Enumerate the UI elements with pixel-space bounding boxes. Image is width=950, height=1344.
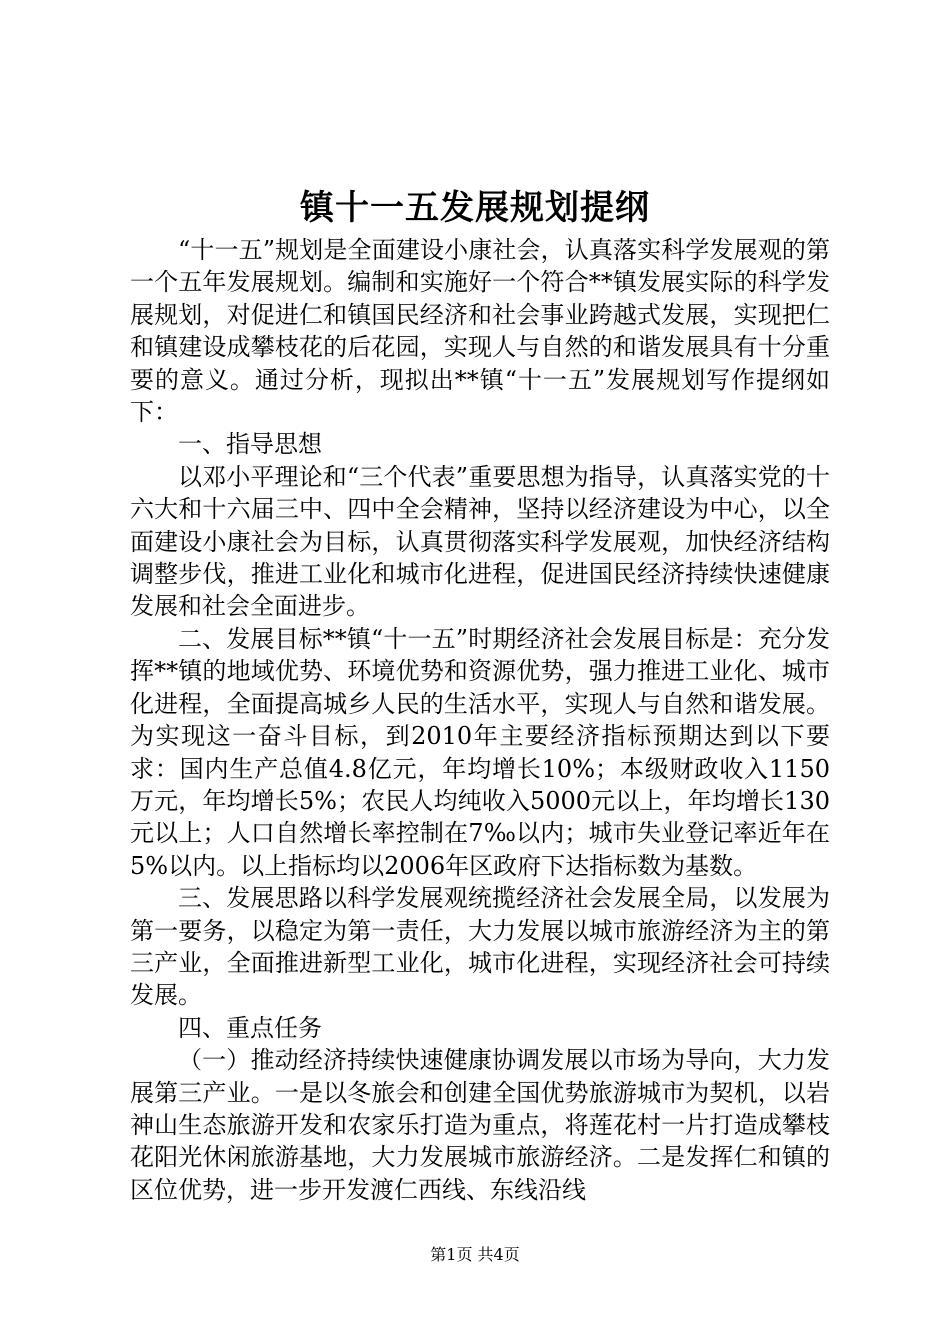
paragraph-development-goals: 二、发展目标**镇“十一五”时期经济社会发展目标是：充分发挥**镇的地域优势、环境优势和资源优势，强力推进工业化、城市化进程，全面提高城乡人民的生活水平，实现人与自然和谐发展。为实现这一奋斗目标，到2010年主要经济指标预期达到以下要求：国内生产总值4.8亿元，年均增长10%；本级财政收入1150万元，年均增长5%；农民人均纯收入5000元以上，年均增长130元以上；人口自然增长率控制在7‰以内；城市失业登记率近年在5%以内。以上指标均以2006年区政府下达指标数为基数。 bbox=[130, 624, 830, 880]
page-number-footer: 第1页 共4页 bbox=[430, 1245, 520, 1264]
paragraph-development-approach: 三、发展思路以科学发展观统揽经济社会发展全局，以发展为第一要务，以稳定为第一责任，大力发展以城市旅游经济为主的第三产业，全面推进新型工业化，城市化进程，实现经济社会可持续发展。 bbox=[130, 884, 830, 1010]
document-title: 镇十一五发展规划提纲 bbox=[300, 188, 650, 228]
paragraph-guiding-ideology: 以邓小平理论和“三个代表”重要思想为指导，认真落实党的十六大和十六届三中、四中全会精神，坚持以经济建设为中心，以全面建设小康社会为目标，认真贯彻落实科学发展观，加快经济结构调整步伐，推进工业化和城市化进程，促进国民经济持续快速健康发展和社会全面进步。 bbox=[130, 462, 830, 621]
heading-key-tasks: 四、重点任务 bbox=[178, 1013, 322, 1042]
document-body bbox=[130, 234, 830, 1206]
heading-guiding-ideology: 一、指导思想 bbox=[178, 430, 322, 459]
paragraph-key-task-1: （一）推动经济持续快速健康协调发展以市场为导向，大力发展第三产业。一是以冬旅会和创建全国优势旅游城市为契机，以岩神山生态旅游开发和农家乐打造为重点，将莲花村一片打造成攀枝花阳光休闲旅游基地，大力发展城市旅游经济。二是发挥仁和镇的区位优势，进一步开发渡仁西线、东线沿线 bbox=[130, 1046, 830, 1204]
paragraph-intro: “十一五”规划是全面建设小康社会，认真落实科学发展观的第一个五年发展规划。编制和实施好一个符合**镇发展实际的科学发展规划，对促进仁和镇国民经济和社会事业跨越式发展，实现把仁和镇建设成攀枝花的后花园，实现人与自然的和谐发展具有十分重要的意义。通过分析，现拟出**镇“十一五”发展规划写作提纲如下： bbox=[130, 236, 830, 427]
